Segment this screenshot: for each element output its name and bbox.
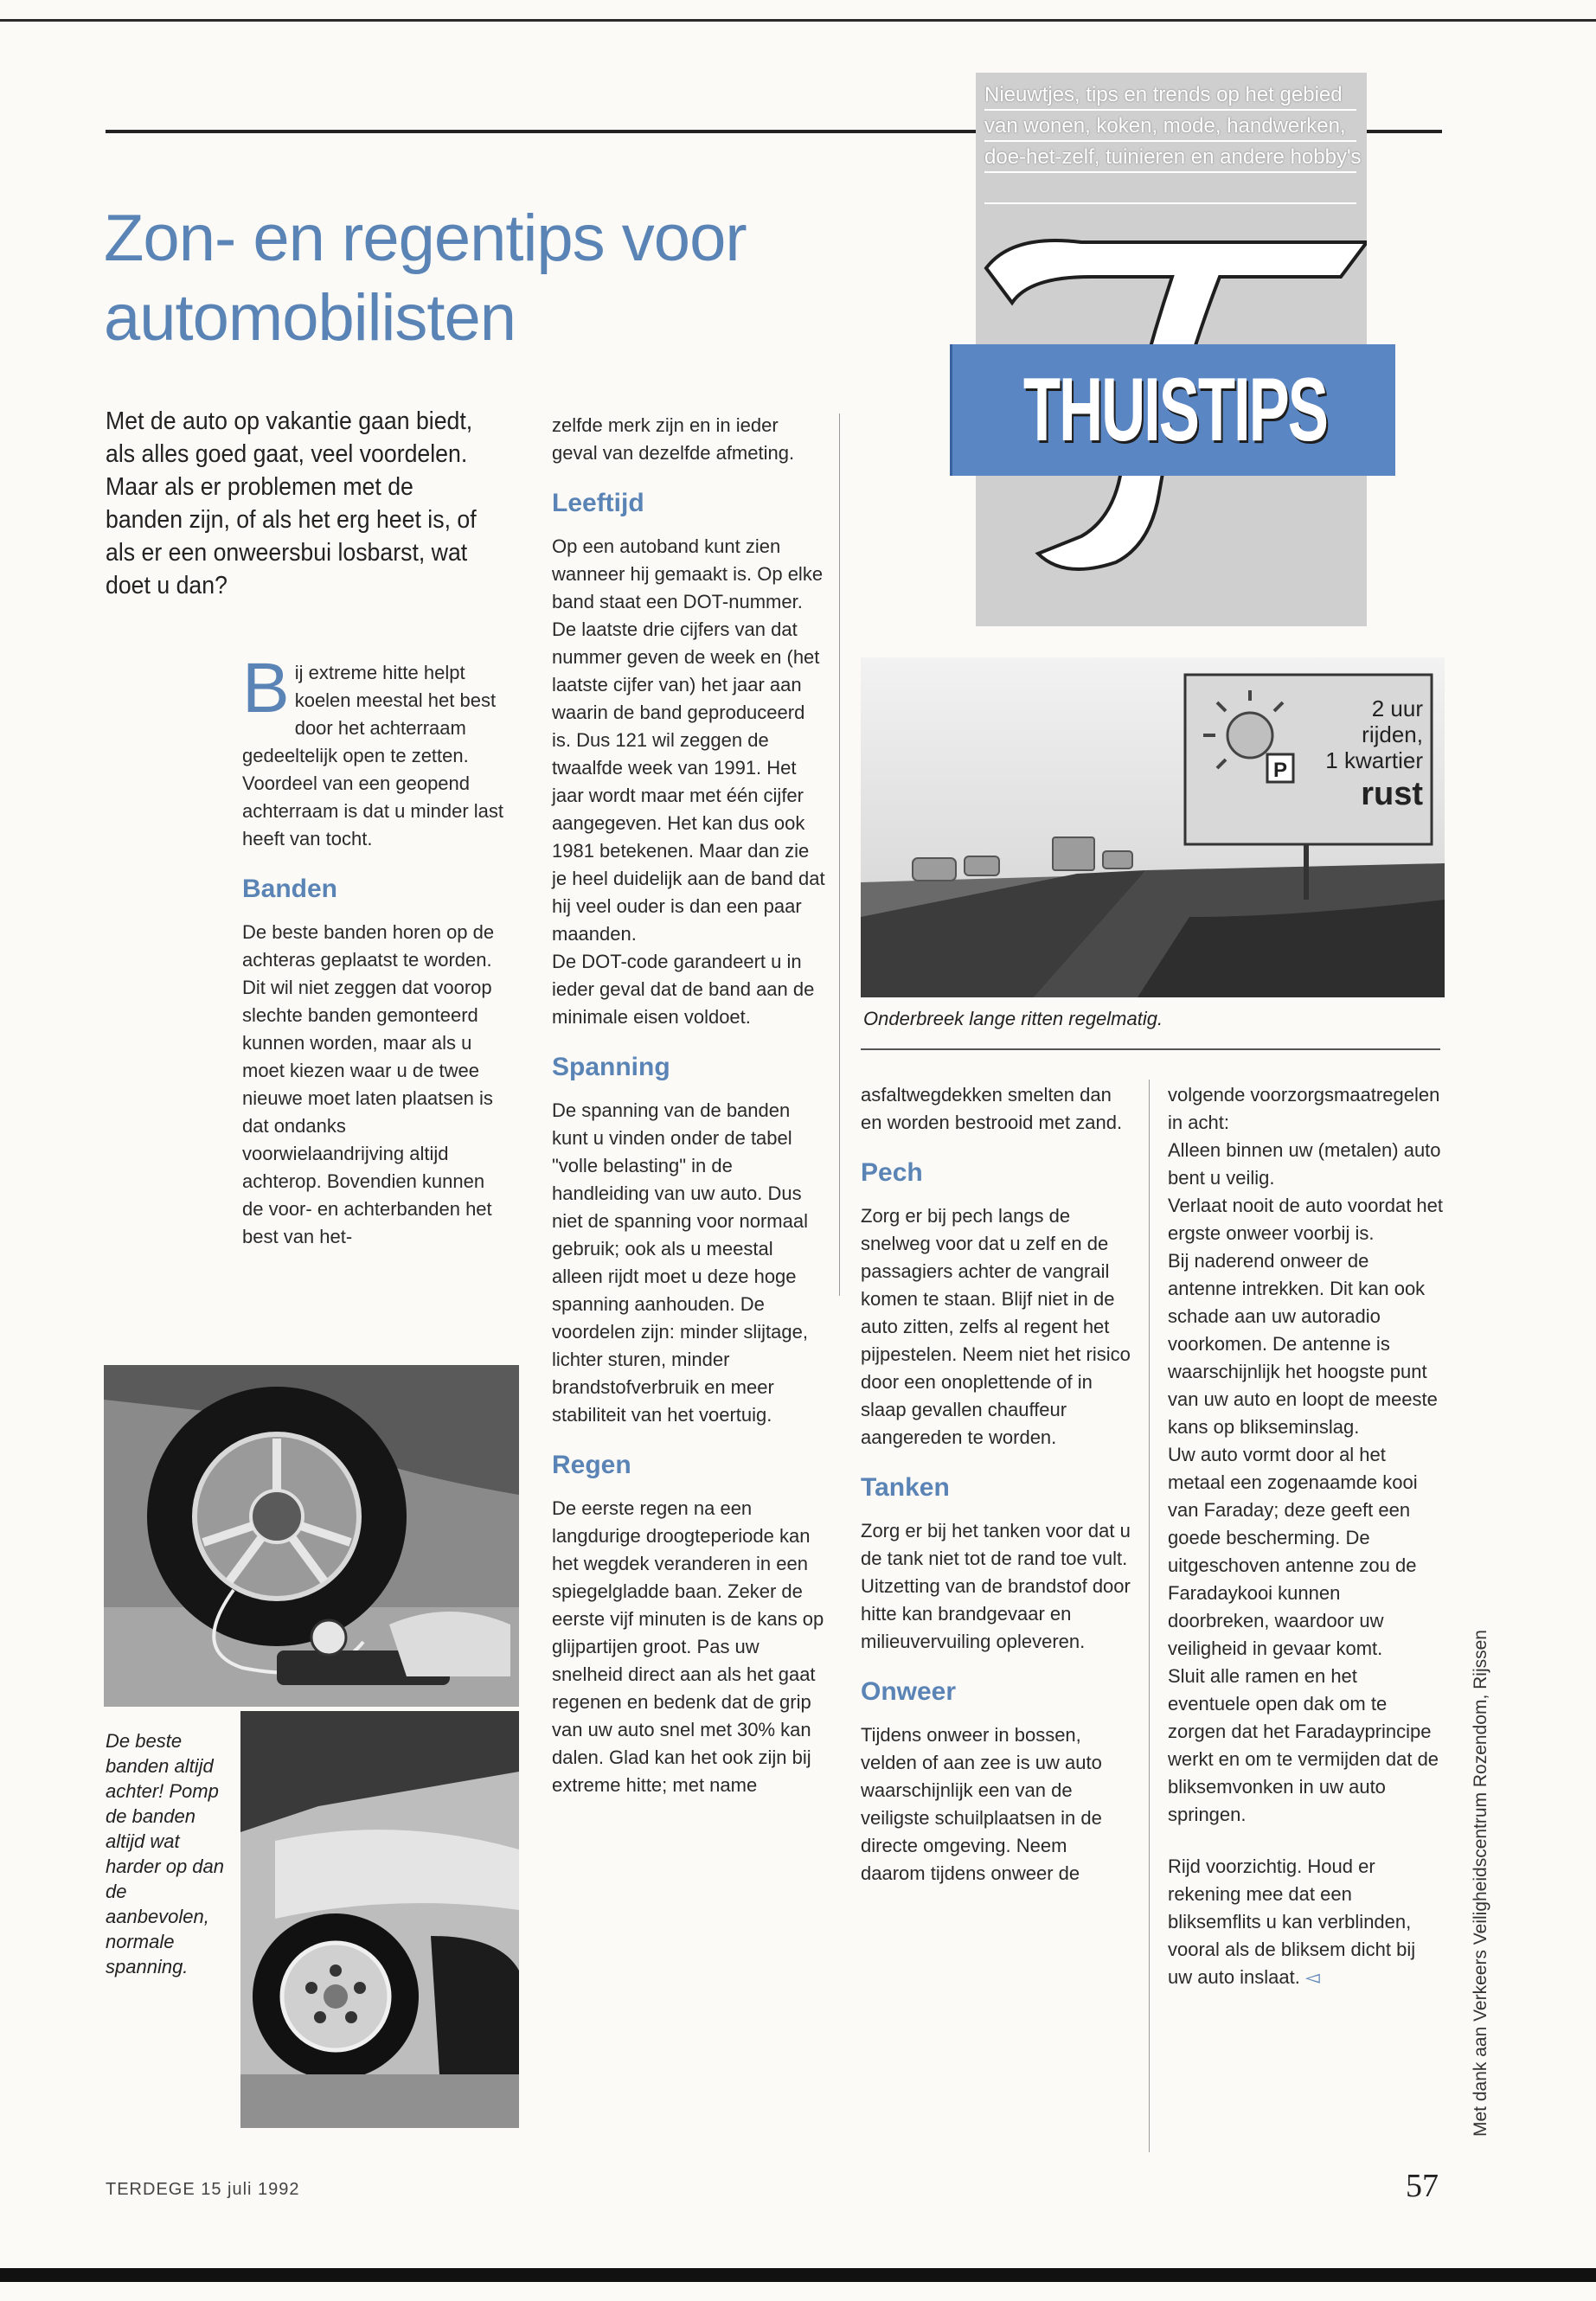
heading-regen: Regen	[552, 1451, 631, 1479]
article-intro: Met de auto op vakantie gaan biedt, als alles goed gaat, veel voordelen. Maar als er problemen met de banden zijn, of als het erg heet is, of als er een onweersbui losbarst, wat doet u dan?	[106, 407, 477, 599]
leeftijd-body: Op een autoband kunt zien wanneer hij gemaakt is. Op elke band staat een DOT-nummer. De laatste drie cijfers van dat nummer geven de week en (het laatste cijfer van) het jaar aan waarin de band geproduceerd is. Dus 121 wil zeggen de twaalfde week van 1991. Het jaar wordt maar met één cijfer aangegeven. Het kan dus ook 1981 betekenen. Maar dan zie je heel duidelijk aan de band dat hij veel ouder is dan een paar maanden.	[552, 535, 825, 945]
heading-leeftijd: Leeftijd	[552, 489, 644, 517]
onweer-continued-3: Verlaat nooit de auto voordat het ergste onweer voorbij is.	[1168, 1195, 1444, 1244]
car-wheel-photo	[240, 1711, 519, 2128]
end-mark: ◅	[1305, 1966, 1320, 1988]
regen-continued: asfaltwegdekken smelten dan en worden bestrooid met zand.	[861, 1084, 1123, 1133]
banden-body: De beste banden horen op de achteras geplaatst te worden. Dit wil niet zeggen dat voorop slechte banden gemonteerd kunnen worden, maar als u moet kiezen waar u de twee nieuwe moet laten plaatsen is dat ondanks voorwielaandrijving altijd achterop. Bovendien kunnen de voor- en achterbanden het best van het-	[242, 921, 495, 1247]
drop-cap: B	[242, 649, 290, 727]
heading-pech: Pech	[861, 1158, 923, 1187]
closing-paragraph: Rijd voorzichtig. Houd er rekening mee dat een bliksemflits u kan verblinden, vooral als de bliksem dicht bij uw auto inslaat. ◅	[1168, 1856, 1416, 1988]
column-divider	[1149, 1080, 1150, 2152]
svg-text:2 uur: 2 uur	[1371, 695, 1423, 721]
road-photo-caption: Onderbreek lange ritten regelmatig.	[863, 1008, 1163, 1029]
page-number: 57	[1406, 2168, 1439, 2204]
svg-text:1 kwartier: 1 kwartier	[1325, 747, 1423, 773]
regen-body: De eerste regen na een langdurige droogteperiode kan het wegdek veranderen in een spiegelgladde baan. Zeker de eerste vijf minuten is de kans op glijpartijen groot. Pas uw snelheid direct aan als het gaat regenen en bedenk dat de grip van uw auto snel met 30% kan dalen. Glad kan het ook zijn bij extreme hitte; met name	[552, 1497, 824, 1796]
column-2	[552, 412, 827, 1799]
tire-photo-caption: De beste banden altijd achter! Pomp de banden altijd wat harder op dan de aanbevolen, normale spanning.	[106, 1730, 224, 1977]
onweer-continued: volgende voorzorgsmaatregelen in acht:	[1168, 1084, 1440, 1133]
top-rule	[0, 19, 1596, 22]
thuistips-tagline: Nieuwtjes, tips en trends op het gebied van wonen, koken, mode, handwerken, doe-het-zelf, tuinieren en andere hobby's	[984, 83, 1362, 169]
banden-continued: zelfde merk zijn en in ieder geval van dezelfde afmeting.	[552, 414, 795, 464]
leeftijd-body-2: De DOT-code garandeert u in ieder geval dat de band aan de minimale eisen voldoet.	[552, 951, 815, 1028]
opening-paragraph: Bij extreme hitte helpt koelen meestal het best door het achterraam gedeeltelijk open te zetten. Voordeel van een geopend achterraam is dat u minder last heeft van tocht.	[242, 649, 504, 849]
publication-line: TERDEGE 15 juli 1992	[106, 2180, 300, 2199]
heading-onweer: Onweer	[861, 1677, 957, 1706]
column-1	[242, 649, 510, 1251]
onweer-continued-6: Sluit alle ramen en het eventuele open dak om te zorgen dat het Faradayprincipe werkt en om te vermijden dat de bliksemvonken in uw auto springen.	[1168, 1665, 1439, 1825]
article-title: Zon- en regentips voor automobilisten	[104, 202, 747, 355]
bottom-rule	[0, 2268, 1596, 2282]
road-photo	[861, 657, 1445, 997]
column-3	[861, 1081, 1136, 1888]
svg-text:rijden,: rijden,	[1362, 721, 1423, 747]
column-4	[1168, 1081, 1443, 1991]
onweer-continued-4: Bij naderend onweer de antenne intrekken. Dit kan ook schade aan uw autoradio voorkomen. De antenne is waarschijnlijk het hoogste punt van uw auto en loopt de meeste kans op blikseminslag.	[1168, 1250, 1438, 1438]
tire-pump-photo	[104, 1365, 519, 1707]
photo-credit: Met dank aan Verkeers Veiligheidscentrum Rozendom, Rijssen	[1471, 1630, 1490, 2137]
parking-symbol: P	[1272, 759, 1288, 782]
column-divider	[839, 413, 840, 1296]
heading-spanning: Spanning	[552, 1053, 670, 1081]
onweer-continued-5: Uw auto vormt door al het metaal een zogenaamde kooi van Faraday; deze geeft een goede bescherming. De uitgeschoven antenne zou de Faradaykooi kunnen doorbreken, waardoor uw veiligheid in gevaar komt.	[1168, 1444, 1418, 1659]
onweer-continued-2: Alleen binnen uw (metalen) auto bent u veilig.	[1168, 1139, 1441, 1189]
spanning-body: De spanning van de banden kunt u vinden onder de tabel "volle belasting" in de handleiding van uw auto. Dus niet de spanning voor normaal gebruik; ook als u meestal alleen rijdt moet u deze hoge spanning aanhouden. De voordelen zijn: minder slijtage, lichter sturen, minder brandstofverbruik en meer stabiliteit van het voertuig.	[552, 1099, 808, 1426]
onweer-body: Tijdens onweer in bossen, velden of aan zee is uw auto waarschijnlijk een van de veiligste schuilplaatsen in de directe omgeving. Neem daarom tijdens onweer de	[861, 1724, 1102, 1884]
svg-text:rust: rust	[1361, 776, 1423, 812]
tanken-body: Zorg er bij het tanken voor dat u de tank niet tot de rand toe vult. Uitzetting van de brandstof door hitte kan brandgevaar en milieuvervuiling opleveren.	[861, 1520, 1131, 1652]
heading-banden: Banden	[242, 875, 338, 903]
pech-body: Zorg er bij pech langs de snelweg voor dat u zelf en de passagiers achter de vangrail komen te staan. Blijf niet in de auto zitten, zelfs al regent het pijpestelen. Neem niet het risico door een onoplettende of in slaap gevallen chauffeur aangereden te worden.	[861, 1205, 1131, 1448]
heading-tanken: Tanken	[861, 1473, 950, 1502]
photo-rule	[861, 1048, 1440, 1050]
thuistips-logo: THUISTIPS	[950, 344, 1395, 476]
